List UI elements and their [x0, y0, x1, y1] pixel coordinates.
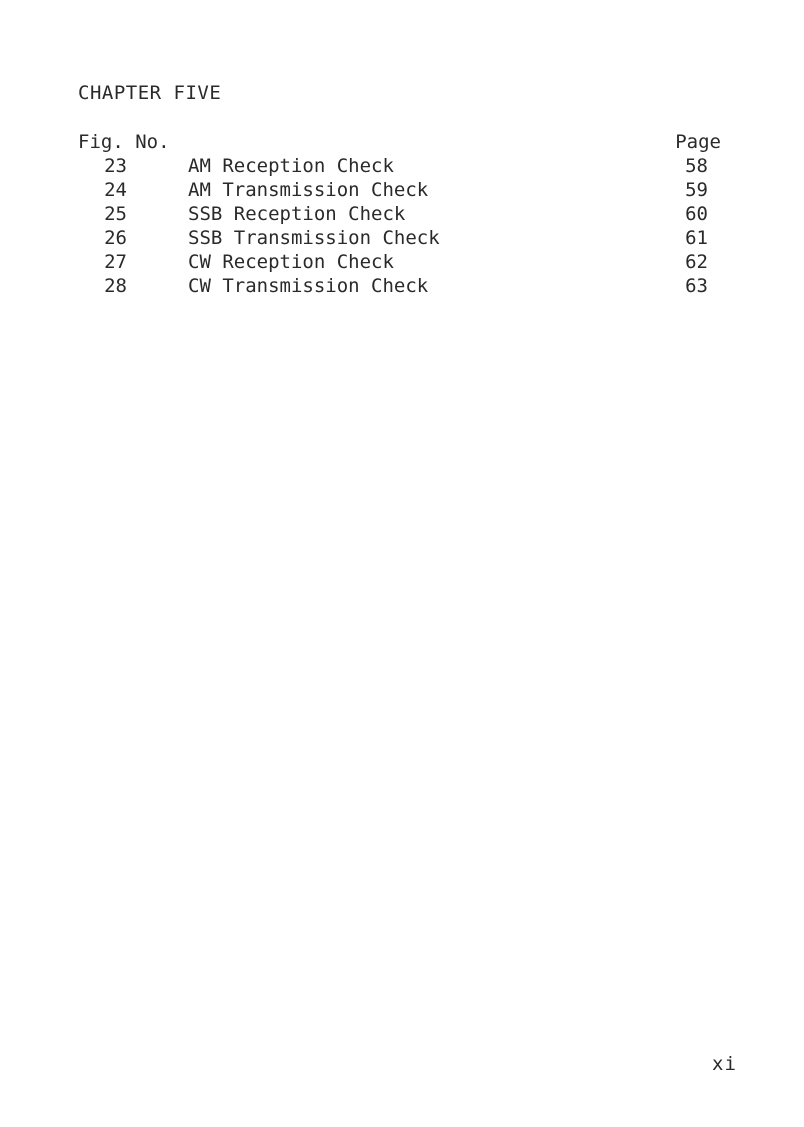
figure-number: 28: [104, 275, 127, 297]
figure-row: [78, 227, 728, 251]
figure-title: CW Transmission Check: [188, 275, 429, 297]
figure-page: 63: [685, 275, 708, 297]
figure-list: [78, 155, 728, 299]
figure-number: 23: [104, 155, 127, 177]
figure-row: [78, 179, 728, 203]
chapter-heading: CHAPTER FIVE: [78, 82, 222, 104]
figure-row: [78, 203, 728, 227]
figure-page: 61: [685, 227, 708, 249]
figure-page: 59: [685, 179, 708, 201]
figure-number: 26: [104, 227, 127, 249]
figure-page: 60: [685, 203, 708, 225]
figure-title: CW Reception Check: [188, 251, 394, 273]
figure-page: 62: [685, 251, 708, 273]
fig-number-column-label: Fig. No.: [78, 131, 170, 153]
figure-number: 24: [104, 179, 127, 201]
list-header: [78, 131, 728, 155]
figure-row: [78, 251, 728, 275]
figure-row: [78, 155, 728, 179]
figure-title: SSB Reception Check: [188, 203, 406, 225]
figure-row: [78, 275, 728, 299]
figure-title: SSB Transmission Check: [188, 227, 440, 249]
page-number: xi: [712, 1053, 737, 1075]
figure-number: 27: [104, 251, 127, 273]
figure-title: AM Transmission Check: [188, 179, 429, 201]
page-column-label: Page: [675, 131, 721, 153]
figure-number: 25: [104, 203, 127, 225]
figure-page: 58: [685, 155, 708, 177]
figure-title: AM Reception Check: [188, 155, 394, 177]
